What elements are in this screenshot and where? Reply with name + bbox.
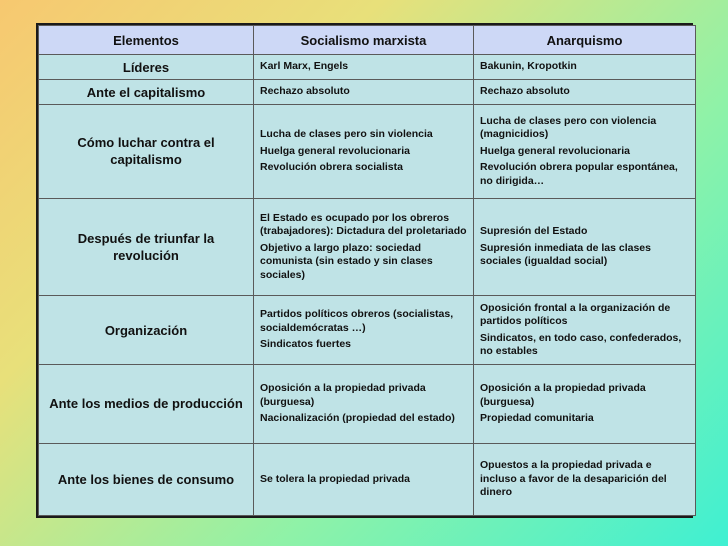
cell-line: Huelga general revolucionaria	[260, 144, 410, 157]
row-bienes-consumo	[39, 443, 696, 515]
row-label: Ante los medios de producción	[39, 365, 254, 443]
socialism-cell	[254, 443, 474, 515]
cell-line: Nacionalización (propiedad del estado)	[260, 412, 455, 425]
socialism-cell	[254, 55, 474, 80]
cell-line: Sindicatos, en todo caso, confederados, no estables	[480, 331, 682, 358]
cell-line: Lucha de clases pero con violencia (magnicidios)	[480, 114, 657, 141]
cell-line: Objetivo a largo plazo: sociedad comunista (sin estado y sin clases sociales)	[260, 241, 433, 281]
anarchism-cell	[474, 443, 696, 515]
cell-line: Opuestos a la propiedad privada e incluso a favor de la desaparición del dinero	[480, 459, 667, 499]
anarchism-cell	[474, 365, 696, 443]
cell-line: Karl Marx, Engels	[260, 60, 349, 73]
cell-line: Se tolera la propiedad privada	[260, 472, 410, 485]
socialism-cell	[254, 296, 474, 365]
row-despues-revolucion	[39, 198, 696, 295]
cell-line: Rechazo absoluto	[260, 85, 350, 98]
cell-line: El Estado es ocupado por los obreros (trabajadores): Dictadura del proletariado	[260, 211, 467, 238]
row-organizacion	[39, 296, 696, 365]
comparison-table	[38, 25, 696, 516]
cell-line: Supresión del Estado	[480, 225, 588, 238]
row-medios-produccion	[39, 365, 696, 443]
socialism-cell	[254, 198, 474, 295]
cell-line: Propiedad comunitaria	[480, 412, 594, 425]
socialism-cell	[254, 105, 474, 198]
cell-line: Huelga general revolucionaria	[480, 144, 630, 157]
socialism-cell	[254, 365, 474, 443]
cell-line: Lucha de clases pero sin violencia	[260, 128, 433, 141]
row-label: Organización	[39, 296, 254, 365]
cell-line: Oposición a la propiedad privada (burguesa)	[260, 382, 426, 408]
cell-line: Sindicatos fuertes	[260, 338, 352, 351]
row-capitalismo	[39, 80, 696, 105]
row-label: Ante los bienes de consumo	[39, 443, 254, 515]
anarchism-cell	[474, 105, 696, 198]
row-label: Después de triunfar la revolución	[39, 198, 254, 295]
anarchism-cell	[474, 296, 696, 365]
cell-line: Partidos políticos obreros (socialistas, socialdemócratas …)	[260, 308, 454, 334]
cell-line: Oposición a la propiedad privada (burguesa)	[480, 382, 646, 408]
socialism-cell	[254, 80, 474, 105]
cell-line: Bakunin, Kropotkin	[480, 60, 577, 73]
cell-line: Rechazo absoluto	[480, 85, 570, 98]
header-elementos: Elementos	[39, 26, 254, 55]
row-como-luchar	[39, 105, 696, 198]
row-label: Ante el capitalismo	[39, 80, 254, 105]
header-anarquismo: Anarquismo	[474, 26, 696, 55]
comparison-table-container	[36, 23, 693, 518]
row-label: Líderes	[39, 55, 254, 80]
cell-line: Revolución obrera socialista	[260, 161, 403, 174]
anarchism-cell	[474, 55, 696, 80]
cell-line: Oposición frontal a la organización de partidos políticos	[480, 301, 671, 328]
cell-line: Supresión inmediata de las clases sociales (igualdad social)	[480, 241, 651, 268]
row-label: Cómo luchar contra el capitalismo	[39, 105, 254, 198]
anarchism-cell	[474, 198, 696, 295]
row-lideres	[39, 55, 696, 80]
header-row	[39, 26, 696, 55]
anarchism-cell	[474, 80, 696, 105]
header-socialismo: Socialismo marxista	[254, 26, 474, 55]
cell-line: Revolución obrera popular espontánea, no dirigida…	[480, 161, 678, 187]
